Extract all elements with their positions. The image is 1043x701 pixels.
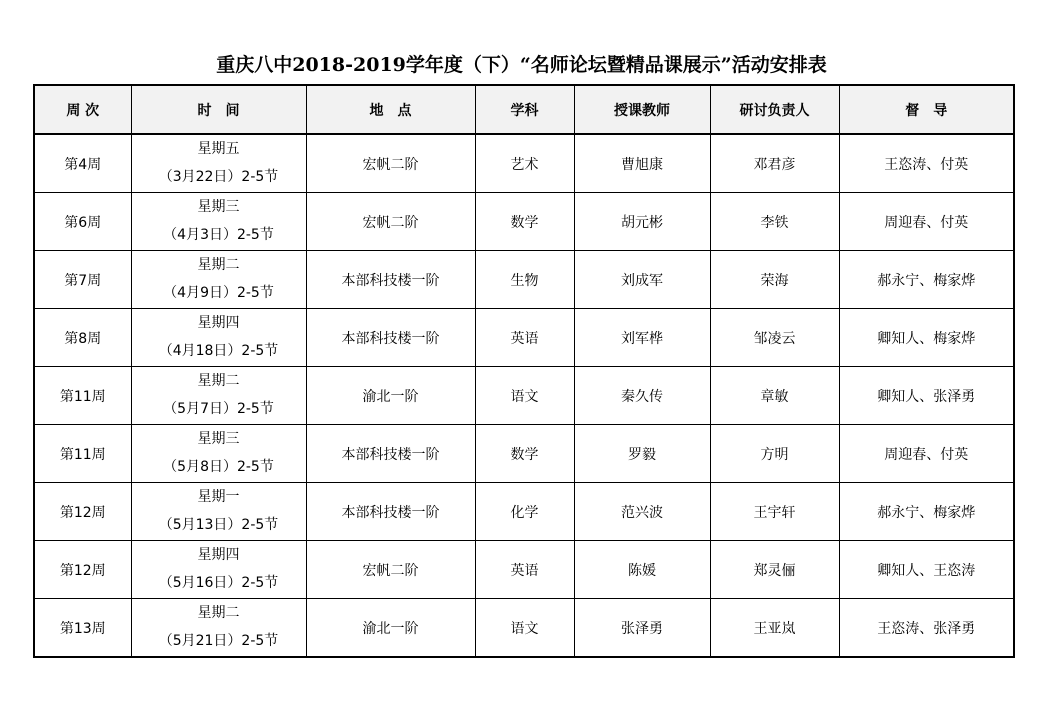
cell-time-detail: （5月8日）2-5节 bbox=[163, 459, 274, 475]
cell-lead: 李铁 bbox=[710, 193, 839, 251]
cell-teacher: 胡元彬 bbox=[574, 193, 710, 251]
cell-subject: 化学 bbox=[475, 483, 574, 541]
cell-subject: 英语 bbox=[475, 541, 574, 599]
cell-week: 第11周 bbox=[34, 425, 131, 483]
cell-lead: 邓君彦 bbox=[710, 134, 839, 193]
cell-week: 第8周 bbox=[34, 309, 131, 367]
cell-week: 第11周 bbox=[34, 367, 131, 425]
cell-place: 本部科技楼一阶 bbox=[306, 309, 475, 367]
cell-teacher: 陈媛 bbox=[574, 541, 710, 599]
cell-week: 第13周 bbox=[34, 599, 131, 658]
table-row bbox=[34, 541, 1014, 599]
cell-supervisor: 卿知人、王恣涛 bbox=[839, 541, 1014, 599]
cell-time-detail: （3月22日）2-5节 bbox=[158, 169, 279, 185]
cell-time-day: 星期二 bbox=[197, 257, 240, 273]
cell-place: 本部科技楼一阶 bbox=[306, 251, 475, 309]
header-subject: 学科 bbox=[475, 85, 574, 134]
cell-time bbox=[131, 134, 306, 193]
cell-time bbox=[131, 251, 306, 309]
cell-lead: 王宇轩 bbox=[710, 483, 839, 541]
header-row bbox=[34, 85, 1014, 134]
header-supervisor: 督 导 bbox=[839, 85, 1014, 134]
cell-place: 宏帆二阶 bbox=[306, 541, 475, 599]
header-lead: 研讨负责人 bbox=[710, 85, 839, 134]
table-row bbox=[34, 309, 1014, 367]
cell-supervisor: 周迎春、付英 bbox=[839, 425, 1014, 483]
cell-supervisor: 卿知人、梅家烨 bbox=[839, 309, 1014, 367]
cell-lead: 方明 bbox=[710, 425, 839, 483]
cell-time bbox=[131, 425, 306, 483]
cell-place: 宏帆二阶 bbox=[306, 134, 475, 193]
table-row bbox=[34, 193, 1014, 251]
cell-week: 第7周 bbox=[34, 251, 131, 309]
cell-time-detail: （5月21日）2-5节 bbox=[158, 633, 279, 649]
cell-week: 第12周 bbox=[34, 483, 131, 541]
cell-subject: 数学 bbox=[475, 425, 574, 483]
cell-teacher: 张泽勇 bbox=[574, 599, 710, 658]
cell-subject: 生物 bbox=[475, 251, 574, 309]
cell-supervisor: 王恣涛、付英 bbox=[839, 134, 1014, 193]
cell-lead: 郑灵俪 bbox=[710, 541, 839, 599]
cell-time bbox=[131, 599, 306, 658]
cell-subject: 语文 bbox=[475, 599, 574, 658]
cell-time bbox=[131, 483, 306, 541]
cell-teacher: 曹旭康 bbox=[574, 134, 710, 193]
cell-time bbox=[131, 541, 306, 599]
cell-time-detail: （5月16日）2-5节 bbox=[158, 575, 279, 591]
header-teacher: 授课教师 bbox=[574, 85, 710, 134]
cell-place: 渝北一阶 bbox=[306, 367, 475, 425]
cell-teacher: 刘军桦 bbox=[574, 309, 710, 367]
cell-teacher: 秦久传 bbox=[574, 367, 710, 425]
cell-time bbox=[131, 193, 306, 251]
cell-week: 第12周 bbox=[34, 541, 131, 599]
cell-time-detail: （5月7日）2-5节 bbox=[163, 401, 274, 417]
cell-place: 宏帆二阶 bbox=[306, 193, 475, 251]
cell-supervisor: 王恣涛、张泽勇 bbox=[839, 599, 1014, 658]
cell-teacher: 罗毅 bbox=[574, 425, 710, 483]
cell-week: 第4周 bbox=[34, 134, 131, 193]
cell-subject: 数学 bbox=[475, 193, 574, 251]
schedule-body bbox=[34, 134, 1014, 657]
header-time: 时 间 bbox=[131, 85, 306, 134]
table-row bbox=[34, 134, 1014, 193]
table-row bbox=[34, 425, 1014, 483]
cell-supervisor: 卿知人、张泽勇 bbox=[839, 367, 1014, 425]
cell-time-detail: （4月3日）2-5节 bbox=[163, 227, 274, 243]
table-row bbox=[34, 251, 1014, 309]
schedule-table bbox=[33, 84, 1015, 658]
cell-time-day: 星期三 bbox=[197, 199, 240, 215]
cell-supervisor: 郝永宁、梅家烨 bbox=[839, 251, 1014, 309]
document-title: 重庆八中2018-2019学年度（下）“名师论坛暨精品课展示”活动安排表 bbox=[216, 54, 827, 76]
cell-teacher: 刘成军 bbox=[574, 251, 710, 309]
cell-time-detail: （4月18日）2-5节 bbox=[158, 343, 279, 359]
cell-week: 第6周 bbox=[34, 193, 131, 251]
cell-subject: 英语 bbox=[475, 309, 574, 367]
cell-time-day: 星期五 bbox=[197, 141, 240, 157]
cell-time-detail: （4月9日）2-5节 bbox=[163, 285, 274, 301]
cell-lead: 邹凌云 bbox=[710, 309, 839, 367]
header-week: 周 次 bbox=[34, 85, 131, 134]
cell-time-day: 星期一 bbox=[197, 489, 240, 505]
cell-lead: 王亚岚 bbox=[710, 599, 839, 658]
cell-time-detail: （5月13日）2-5节 bbox=[158, 517, 279, 533]
table-row bbox=[34, 367, 1014, 425]
cell-place: 本部科技楼一阶 bbox=[306, 425, 475, 483]
cell-time bbox=[131, 309, 306, 367]
cell-supervisor: 周迎春、付英 bbox=[839, 193, 1014, 251]
cell-time-day: 星期二 bbox=[197, 605, 240, 621]
cell-time-day: 星期二 bbox=[197, 373, 240, 389]
table-row bbox=[34, 483, 1014, 541]
table-row bbox=[34, 599, 1014, 658]
cell-subject: 艺术 bbox=[475, 134, 574, 193]
cell-lead: 荣海 bbox=[710, 251, 839, 309]
header-place: 地 点 bbox=[306, 85, 475, 134]
cell-teacher: 范兴波 bbox=[574, 483, 710, 541]
cell-place: 渝北一阶 bbox=[306, 599, 475, 658]
cell-supervisor: 郝永宁、梅家烨 bbox=[839, 483, 1014, 541]
cell-time-day: 星期四 bbox=[197, 547, 240, 563]
cell-lead: 章敏 bbox=[710, 367, 839, 425]
cell-time-day: 星期三 bbox=[197, 431, 240, 447]
cell-time-day: 星期四 bbox=[197, 315, 240, 331]
cell-time bbox=[131, 367, 306, 425]
cell-place: 本部科技楼一阶 bbox=[306, 483, 475, 541]
cell-subject: 语文 bbox=[475, 367, 574, 425]
